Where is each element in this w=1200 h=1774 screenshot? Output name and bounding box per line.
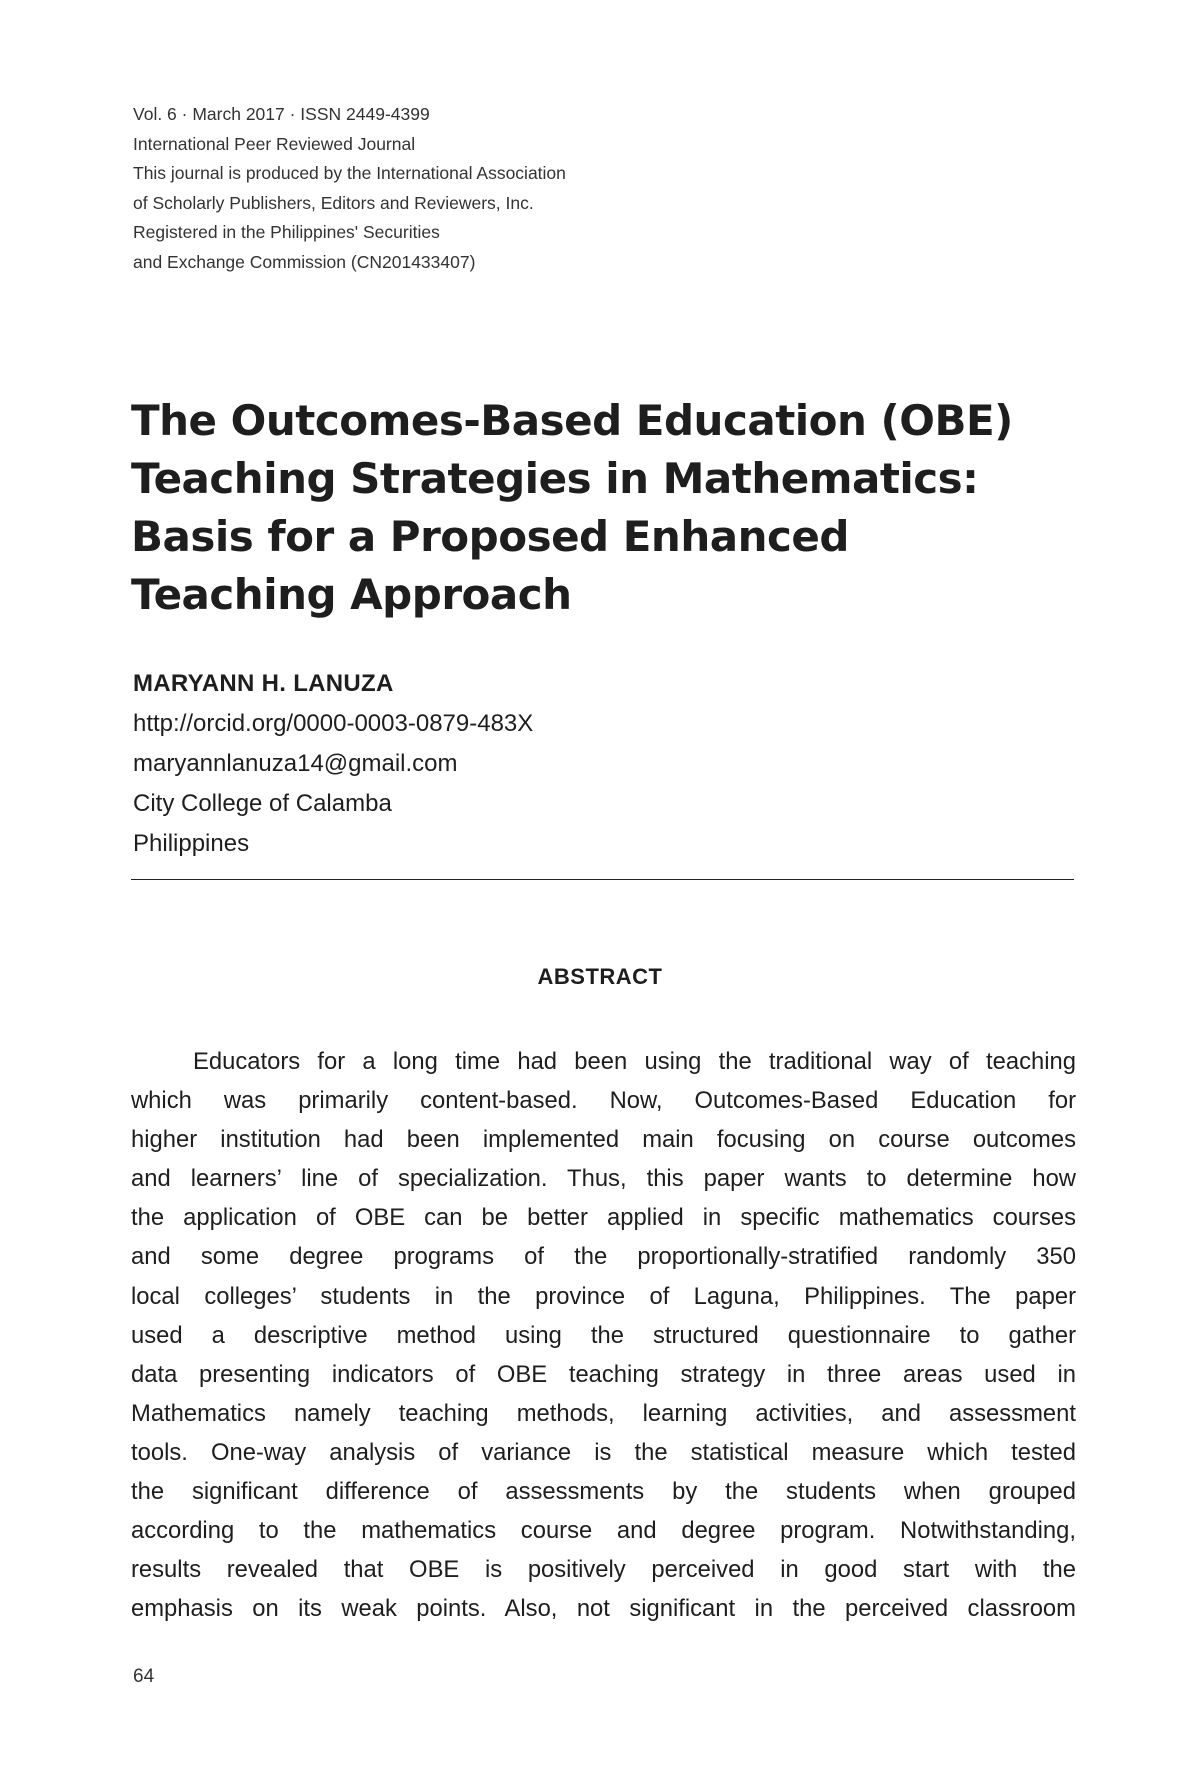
author-country: Philippines: [133, 830, 250, 857]
page-number: 64: [133, 1666, 155, 1687]
author-orcid-link[interactable]: http://orcid.org/0000-0003-0879-483X: [133, 710, 534, 737]
author-institution: City College of Calamba: [133, 790, 392, 817]
author-block: [133, 664, 1033, 864]
abstract-line: used a descriptive method using the structured questionnaire to gather: [131, 1321, 1076, 1349]
abstract-heading: ABSTRACT: [537, 964, 663, 989]
author-name: MARYANN H. LANUZA: [133, 670, 394, 697]
title-line-4: Teaching Approach: [131, 570, 572, 619]
abstract-line: higher institution had been implemented main focusing on course outcomes: [131, 1126, 1076, 1154]
journal-producer-line-2: of Scholarly Publishers, Editors and Reviewers, Inc.: [133, 192, 534, 213]
section-divider: [131, 879, 1074, 880]
paper-title: [131, 392, 1111, 624]
abstract-line: according to the mathematics course and degree program. Notwithstanding,: [131, 1517, 1076, 1545]
title-line-3: Basis for a Proposed Enhanced: [131, 512, 849, 561]
journal-header: [133, 100, 753, 278]
abstract-line: Mathematics namely teaching methods, learning activities, and assessment: [131, 1399, 1076, 1427]
abstract-line: local colleges’ students in the province of Laguna, Philippines. The paper: [131, 1282, 1076, 1310]
abstract-line: which was primarily content-based. Now, Outcomes-Based Education for: [131, 1087, 1076, 1115]
abstract-line: tools. One-way analysis of variance is the statistical measure which tested: [131, 1438, 1076, 1466]
journal-type-line: International Peer Reviewed Journal: [133, 133, 416, 154]
abstract-line: the application of OBE can be better applied in specific mathematics courses: [131, 1204, 1076, 1232]
abstract-line: and learners’ line of specialization. Thus, this paper wants to determine how: [131, 1165, 1076, 1193]
abstract-line: and some degree programs of the proportionally-stratified randomly 350: [131, 1243, 1076, 1271]
journal-volume-line: Vol. 6 · March 2017 · ISSN 2449-4399: [133, 104, 430, 124]
abstract-line: results revealed that OBE is positively perceived in good start with the: [131, 1556, 1076, 1584]
title-line-1: The Outcomes-Based Education (OBE): [131, 396, 1013, 445]
abstract-line: Educators for a long time had been using the traditional way of teaching: [193, 1048, 1076, 1075]
abstract-line: data presenting indicators of OBE teaching strategy in three areas used in: [131, 1360, 1076, 1388]
title-line-2: Teaching Strategies in Mathematics:: [131, 454, 979, 503]
abstract-line: the significant difference of assessments by the students when grouped: [131, 1478, 1076, 1506]
author-email-link[interactable]: maryannlanuza14@gmail.com: [133, 750, 458, 777]
journal-registration-line: Registered in the Philippines' Securities: [133, 222, 440, 243]
abstract-line: emphasis on its weak points. Also, not significant in the perceived classroom: [131, 1595, 1076, 1623]
abstract-body: [131, 1042, 1076, 1628]
journal-producer-line: This journal is produced by the International Association: [133, 163, 566, 184]
journal-registration-line-2: and Exchange Commission (CN201433407): [133, 251, 476, 272]
